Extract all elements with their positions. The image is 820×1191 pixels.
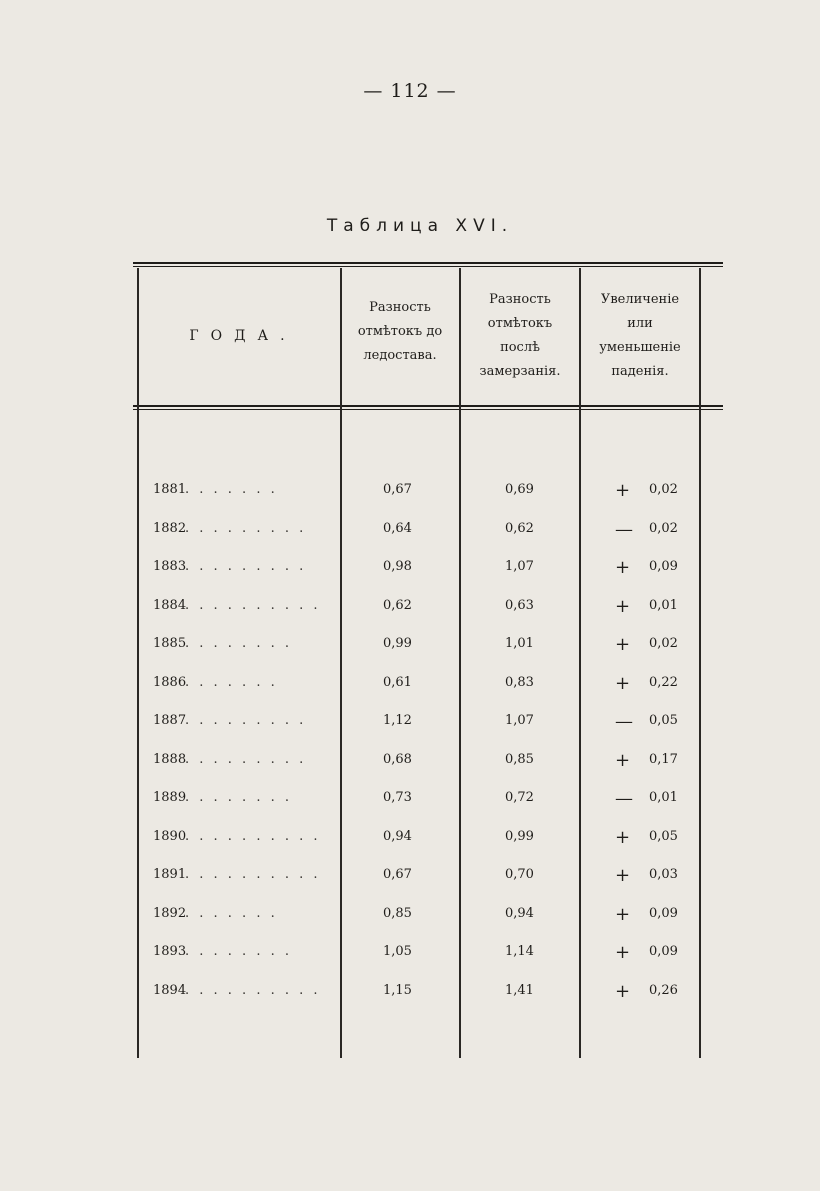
year-cell: 1886 xyxy=(153,674,187,690)
diff-after-cell: 0,69 xyxy=(505,482,534,497)
leader-dots: . . . . . . . . . . xyxy=(185,867,321,882)
diff-before-cell: 0,61 xyxy=(383,674,412,690)
year-cell: 1884 xyxy=(153,597,187,613)
change-sign: + xyxy=(615,980,631,1002)
diff-before-cell: 0,98 xyxy=(383,559,412,574)
leader-dots: . . . . . . . xyxy=(185,482,278,497)
table-row xyxy=(133,595,723,636)
change-sign: + xyxy=(615,826,631,848)
year-cell: 1892 xyxy=(153,905,187,921)
change-cell: 0,05 xyxy=(649,713,678,728)
header-rule xyxy=(133,405,723,407)
diff-after-cell: 1,07 xyxy=(505,559,534,574)
leader-dots: . . . . . . . . . . xyxy=(185,597,321,613)
change-cell: 0,01 xyxy=(649,790,678,805)
top-rule-thin xyxy=(133,266,723,267)
table-row xyxy=(133,790,723,828)
header-diff-before: Разность отмѣтокъ до ледостава. xyxy=(357,300,443,363)
year-cell: 1893 xyxy=(153,944,187,959)
year-cell: 1882 xyxy=(153,520,187,536)
change-sign: + xyxy=(615,595,631,617)
change-sign: + xyxy=(615,942,631,963)
diff-before-cell: 1,12 xyxy=(383,713,412,728)
top-rule xyxy=(133,262,723,264)
diff-before-cell: 1,15 xyxy=(383,982,412,998)
table-title: Таблица XVI. xyxy=(326,216,514,236)
diff-after-cell: 0,85 xyxy=(505,751,534,767)
diff-after-cell: 1,07 xyxy=(505,713,534,728)
change-sign: + xyxy=(615,557,631,578)
table-row xyxy=(133,636,723,674)
change-cell: 0,02 xyxy=(649,482,678,497)
change-cell: 0,09 xyxy=(649,559,678,574)
diff-before-cell: 0,94 xyxy=(383,828,412,844)
leader-dots: . . . . . . . xyxy=(185,674,278,690)
change-cell: 0,05 xyxy=(649,828,678,844)
diff-after-cell: 0,99 xyxy=(505,828,534,844)
header-years: ГОДА. xyxy=(189,328,297,344)
leader-dots: . . . . . . . . xyxy=(185,636,292,651)
diff-after-cell: 0,94 xyxy=(505,905,534,921)
leader-dots: . . . . . . . . . xyxy=(185,713,307,728)
leader-dots: . . . . . . . . . xyxy=(185,751,307,767)
diff-before-cell: 0,85 xyxy=(383,905,412,921)
change-sign: — xyxy=(615,711,633,732)
leader-dots: . . . . . . . . . xyxy=(185,559,307,574)
table-row xyxy=(133,749,723,790)
change-cell: 0,02 xyxy=(649,520,678,536)
leader-dots: . . . . . . . . xyxy=(185,944,292,959)
header-rule-thin xyxy=(133,409,723,410)
table-row xyxy=(133,826,723,867)
year-cell: 1883 xyxy=(153,559,187,574)
year-cell: 1889 xyxy=(153,790,187,805)
table-row xyxy=(133,518,723,559)
year-cell: 1888 xyxy=(153,751,187,767)
year-cell: 1887 xyxy=(153,713,187,728)
change-cell: 0,09 xyxy=(649,944,678,959)
diff-after-cell: 0,70 xyxy=(505,867,534,882)
change-cell: 0,01 xyxy=(649,597,678,613)
diff-before-cell: 1,05 xyxy=(383,944,412,959)
change-cell: 0,26 xyxy=(649,982,678,998)
diff-after-cell: 1,14 xyxy=(505,944,534,959)
change-cell: 0,02 xyxy=(649,636,678,651)
leader-dots: . . . . . . . . . xyxy=(185,520,307,536)
table-row xyxy=(133,944,723,982)
diff-after-cell: 0,83 xyxy=(505,674,534,690)
diff-before-cell: 0,68 xyxy=(383,751,412,767)
year-cell: 1891 xyxy=(153,867,187,882)
change-sign: — xyxy=(615,518,633,540)
diff-after-cell: 0,72 xyxy=(505,790,534,805)
year-cell: 1890 xyxy=(153,828,187,844)
change-cell: 0,09 xyxy=(649,905,678,921)
diff-before-cell: 0,99 xyxy=(383,636,412,651)
diff-after-cell: 0,62 xyxy=(505,520,534,536)
diff-after-cell: 1,01 xyxy=(505,636,534,651)
header-change: Увеличеніе или уменьшеніе паденія. xyxy=(599,292,681,379)
year-cell: 1885 xyxy=(153,636,187,651)
table-row xyxy=(133,482,723,520)
diff-before-cell: 0,62 xyxy=(383,597,412,613)
diff-before-cell: 0,67 xyxy=(383,482,412,497)
data-table xyxy=(133,262,723,1062)
change-sign: + xyxy=(615,903,631,925)
year-cell: 1881 xyxy=(153,482,187,497)
page-number: — 112 — xyxy=(363,80,457,102)
year-cell: 1894 xyxy=(153,982,187,998)
change-sign: + xyxy=(615,480,631,501)
diff-after-cell: 1,41 xyxy=(505,982,534,998)
change-cell: 0,03 xyxy=(649,867,678,882)
leader-dots: . . . . . . . . xyxy=(185,790,292,805)
leader-dots: . . . . . . . xyxy=(185,905,278,921)
leader-dots: . . . . . . . . . . xyxy=(185,828,321,844)
table-row xyxy=(133,903,723,944)
change-sign: + xyxy=(615,634,631,655)
change-cell: 0,17 xyxy=(649,751,678,767)
change-sign: + xyxy=(615,865,631,886)
diff-before-cell: 0,67 xyxy=(383,867,412,882)
change-sign: — xyxy=(615,788,633,809)
table-row xyxy=(133,980,723,1021)
diff-before-cell: 0,73 xyxy=(383,790,412,805)
table-row xyxy=(133,867,723,905)
diff-before-cell: 0,64 xyxy=(383,520,412,536)
diff-after-cell: 0,63 xyxy=(505,597,534,613)
header-diff-after: Разность отмѣтокъ послѣ замерзанія. xyxy=(479,292,561,379)
table-row xyxy=(133,672,723,713)
change-sign: + xyxy=(615,672,631,694)
change-cell: 0,22 xyxy=(649,674,678,690)
change-sign: + xyxy=(615,749,631,771)
leader-dots: . . . . . . . . . . xyxy=(185,982,321,998)
table-row xyxy=(133,713,723,751)
table-row xyxy=(133,559,723,597)
